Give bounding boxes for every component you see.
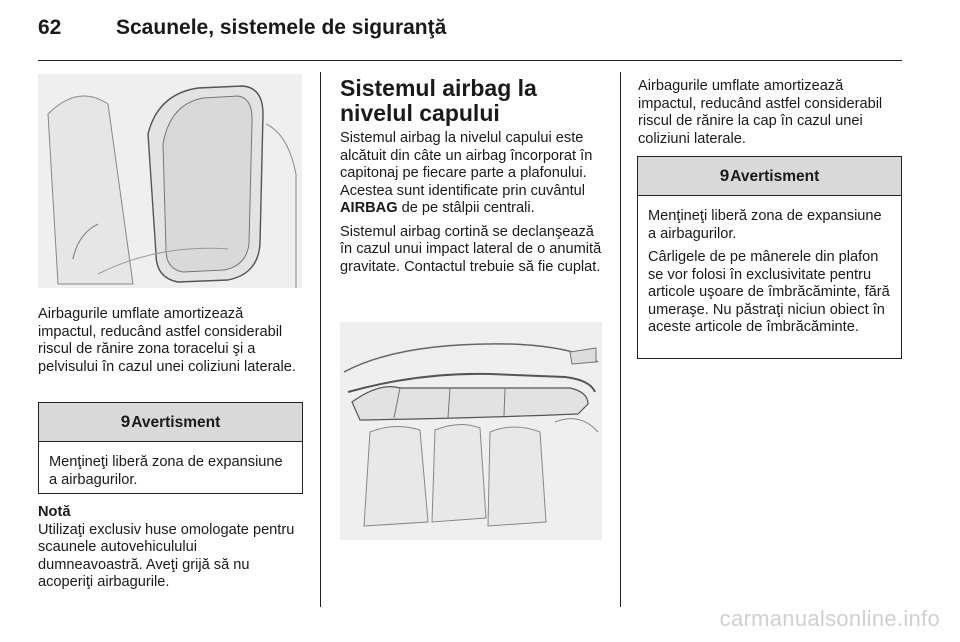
col2-text <box>340 76 606 282</box>
airbag-marker-word: AIRBAG <box>340 200 398 216</box>
p1-text-end: de pe stâlpii centrali. <box>397 200 535 216</box>
subsection-heading: Sistemul airbag la nivelul capului <box>340 75 537 126</box>
seat-airbag-illustration <box>38 74 302 288</box>
watermark: carmanualsonline.info <box>719 606 940 631</box>
note-block <box>38 504 302 592</box>
col1-text <box>38 306 302 382</box>
col2-paragraph-1 <box>340 130 606 218</box>
section-title: Scaunele, sistemele de siguranţă <box>116 16 447 39</box>
page-number: 62 <box>38 16 62 39</box>
warning-text-1: Menţineţi liberă zona de expansiune a airbagurilor. <box>648 208 882 242</box>
note-text: Utilizaţi exclusiv huse omologate pentru scaunele autovehiculului dumneavoastră. Aveţi grijă să nu acoperiţi airbagurile. <box>38 521 295 590</box>
warning-text: Menţineţi liberă zona de expansiune a airbagurilor. <box>49 454 283 488</box>
column-divider-2 <box>620 72 621 607</box>
warning-body <box>39 442 302 503</box>
warning-box-2 <box>637 156 902 359</box>
col3-text <box>638 78 904 154</box>
note-title: Notă <box>38 504 71 520</box>
column-divider-1 <box>320 72 321 607</box>
col2-paragraph-2: Sistemul airbag cortină se declanşează în cazul unui impact lateral de o anumită gravitate. Contactul trebuie să fie cuplat. <box>340 223 602 275</box>
warning-body <box>638 196 901 351</box>
warning-header <box>638 157 901 196</box>
curtain-airbag-illustration <box>340 322 602 540</box>
warning-box-1 <box>38 402 303 494</box>
warning-title: Avertisment <box>730 168 820 185</box>
header-rule <box>38 60 902 61</box>
col3-paragraph: Airbagurile umflate amortizează impactul, reducând astfel considerabil riscul de rănire la cap în cazul unei coliziuni laterale. <box>638 78 883 147</box>
warning-text-2: Cârligele de pe mânerele din plafon se vor folosi în exclusivitate pentru articole uşoare de îmbrăcăminte, fără umeraşe. Nu păstraţi niciun obiect în aceste articole de îmbrăcăminte. <box>648 249 890 335</box>
warning-triangle-icon: 9 <box>719 166 730 185</box>
warning-header <box>39 403 302 442</box>
warning-triangle-icon: 9 <box>120 412 131 431</box>
warning-title: Avertisment <box>131 414 221 431</box>
p1-text-start: Sistemul airbag la nivelul capului este alcătuit din câte un airbag încorporat în capitonaj pe fiecare parte a plafonului. Acestea sunt identificate prin cuvântul <box>340 130 593 199</box>
col1-paragraph: Airbagurile umflate amortizează impactul, reducând astfel considerabil riscul de rănire zona toracelui şi a pelvisului în cazul unei coliziuni laterale. <box>38 306 296 375</box>
